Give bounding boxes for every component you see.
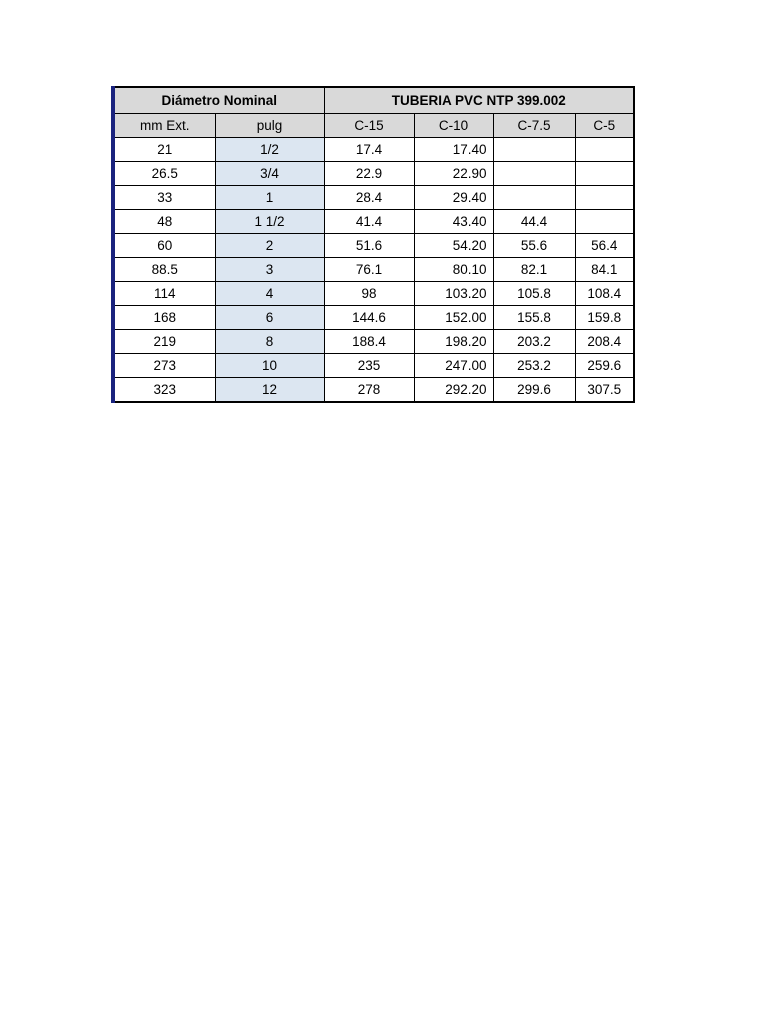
cell-c15: 41.4 — [324, 210, 414, 234]
table-row — [113, 330, 634, 354]
cell-pulg: 12 — [215, 378, 324, 403]
cell-pulg: 2 — [215, 234, 324, 258]
cell-mm-ext: 60 — [113, 234, 215, 258]
cell-c5: 56.4 — [575, 234, 634, 258]
cell-c10: 29.40 — [414, 186, 493, 210]
cell-mm-ext: 323 — [113, 378, 215, 403]
cell-c15: 51.6 — [324, 234, 414, 258]
cell-c15: 144.6 — [324, 306, 414, 330]
cell-c15: 28.4 — [324, 186, 414, 210]
cell-pulg: 1/2 — [215, 138, 324, 162]
cell-c7-5: 253.2 — [493, 354, 575, 378]
cell-c7-5 — [493, 186, 575, 210]
table-row — [113, 282, 634, 306]
cell-mm-ext: 88.5 — [113, 258, 215, 282]
cell-c5 — [575, 138, 634, 162]
cell-c7-5: 203.2 — [493, 330, 575, 354]
table-row — [113, 354, 634, 378]
column-header-c7-5: C-7.5 — [493, 114, 575, 138]
cell-mm-ext: 21 — [113, 138, 215, 162]
column-header-row — [113, 114, 634, 138]
cell-c7-5: 82.1 — [493, 258, 575, 282]
table-row — [113, 162, 634, 186]
cell-c10: 198.20 — [414, 330, 493, 354]
cell-pulg: 3 — [215, 258, 324, 282]
cell-mm-ext: 273 — [113, 354, 215, 378]
cell-c7-5: 155.8 — [493, 306, 575, 330]
cell-c5: 307.5 — [575, 378, 634, 403]
cell-c15: 188.4 — [324, 330, 414, 354]
cell-pulg: 6 — [215, 306, 324, 330]
tuberia-pvc-header: TUBERIA PVC NTP 399.002 — [324, 87, 634, 114]
cell-pulg: 1 — [215, 186, 324, 210]
table-row — [113, 234, 634, 258]
cell-c5: 108.4 — [575, 282, 634, 306]
diametro-nominal-header: Diámetro Nominal — [113, 87, 324, 114]
pvc-pipe-table — [111, 86, 635, 403]
cell-pulg: 8 — [215, 330, 324, 354]
cell-c10: 54.20 — [414, 234, 493, 258]
column-header-pulg: pulg — [215, 114, 324, 138]
cell-c7-5: 105.8 — [493, 282, 575, 306]
cell-c7-5: 299.6 — [493, 378, 575, 403]
column-header-c5: C-5 — [575, 114, 634, 138]
cell-c7-5: 55.6 — [493, 234, 575, 258]
table-row — [113, 258, 634, 282]
cell-c7-5 — [493, 138, 575, 162]
cell-c7-5 — [493, 162, 575, 186]
cell-mm-ext: 48 — [113, 210, 215, 234]
cell-c5 — [575, 162, 634, 186]
cell-c15: 76.1 — [324, 258, 414, 282]
cell-c10: 22.90 — [414, 162, 493, 186]
table-row — [113, 378, 634, 403]
table-row — [113, 210, 634, 234]
cell-c5 — [575, 186, 634, 210]
cell-c10: 80.10 — [414, 258, 493, 282]
cell-c15: 278 — [324, 378, 414, 403]
cell-c10: 17.40 — [414, 138, 493, 162]
cell-mm-ext: 168 — [113, 306, 215, 330]
table-row — [113, 138, 634, 162]
cell-c10: 103.20 — [414, 282, 493, 306]
cell-pulg: 3/4 — [215, 162, 324, 186]
cell-c5: 259.6 — [575, 354, 634, 378]
cell-pulg: 4 — [215, 282, 324, 306]
cell-c5 — [575, 210, 634, 234]
cell-c15: 17.4 — [324, 138, 414, 162]
cell-pulg: 1 1/2 — [215, 210, 324, 234]
cell-mm-ext: 26.5 — [113, 162, 215, 186]
table-row — [113, 186, 634, 210]
cell-c5: 208.4 — [575, 330, 634, 354]
cell-pulg: 10 — [215, 354, 324, 378]
cell-c15: 235 — [324, 354, 414, 378]
column-header-c15: C-15 — [324, 114, 414, 138]
cell-c10: 292.20 — [414, 378, 493, 403]
column-header-c10: C-10 — [414, 114, 493, 138]
column-header-mm-ext: mm Ext. — [113, 114, 215, 138]
cell-c15: 22.9 — [324, 162, 414, 186]
cell-mm-ext: 114 — [113, 282, 215, 306]
group-header-row — [113, 87, 634, 114]
cell-c7-5: 44.4 — [493, 210, 575, 234]
cell-c10: 247.00 — [414, 354, 493, 378]
cell-c10: 152.00 — [414, 306, 493, 330]
table-row — [113, 306, 634, 330]
cell-mm-ext: 33 — [113, 186, 215, 210]
cell-c15: 98 — [324, 282, 414, 306]
cell-c5: 84.1 — [575, 258, 634, 282]
cell-c10: 43.40 — [414, 210, 493, 234]
cell-mm-ext: 219 — [113, 330, 215, 354]
cell-c5: 159.8 — [575, 306, 634, 330]
